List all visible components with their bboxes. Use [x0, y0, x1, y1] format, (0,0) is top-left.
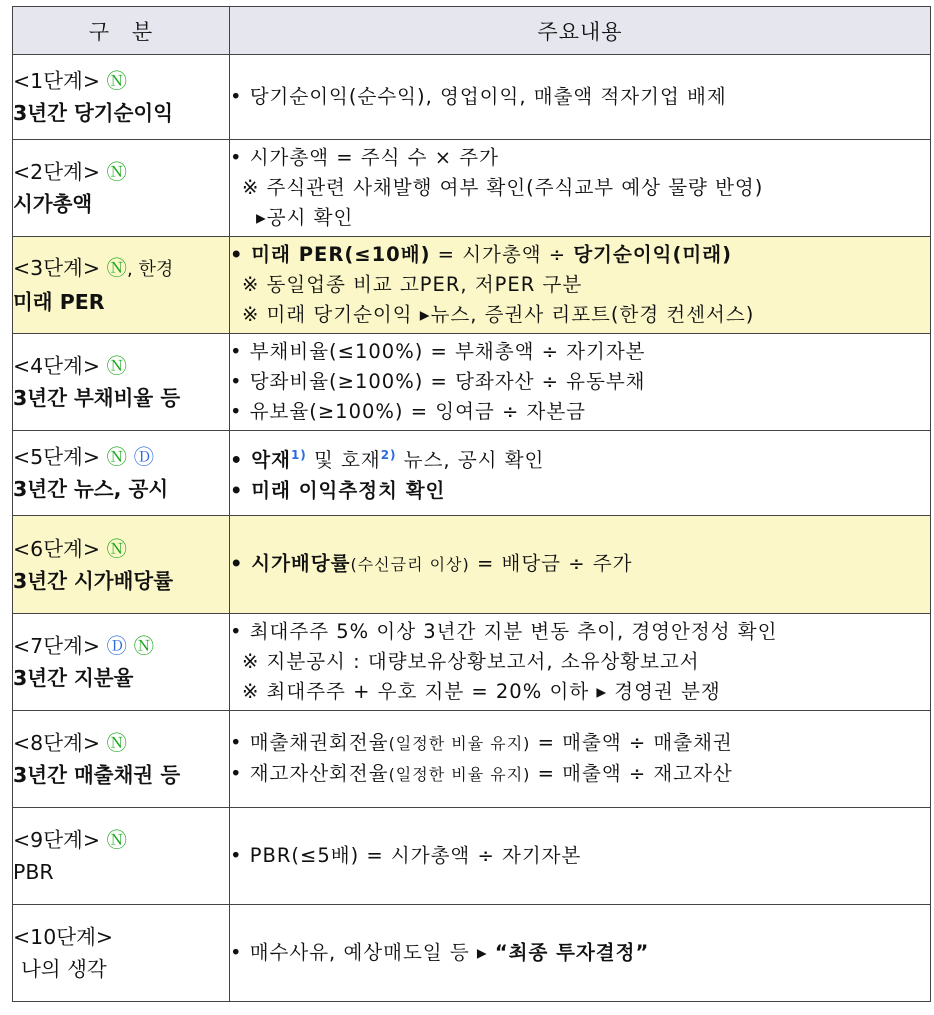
n-mark-icon: Ⓝ: [106, 536, 128, 561]
step-label: <5단계>: [13, 445, 101, 469]
step-cell: [13, 237, 230, 334]
table-row: [13, 516, 931, 614]
table-row: [13, 334, 931, 431]
n-mark-icon: Ⓝ: [106, 256, 128, 280]
content-line: • 당기순이익(순수익), 영업이익, 매출액 적자기업 배제: [230, 85, 727, 108]
step-cell: [13, 55, 230, 140]
content-line: • 미래 PER(≤10배) = 시가총액 ÷ 당기순이익(미래): [230, 243, 732, 266]
step-title: 3년간 뉴스, 공시: [13, 477, 169, 501]
content-cell: [230, 711, 931, 808]
content-cell: [230, 808, 931, 905]
step-title: PBR: [13, 860, 54, 884]
n-mark-icon: Ⓝ: [106, 828, 128, 852]
step-cell: [13, 711, 230, 808]
table-row: [13, 237, 931, 334]
content-cell: [230, 237, 931, 334]
table-row: [13, 711, 931, 808]
step-label: <2단계>: [13, 160, 101, 184]
table-header-row: [13, 7, 931, 55]
step-title: 3년간 부채비율 등: [13, 386, 181, 410]
d-mark-icon: Ⓓ: [133, 445, 155, 469]
content-line: • 매출채권회전율(일정한 비율 유지) = 매출액 ÷ 매출채권: [230, 731, 733, 754]
n-mark-icon: Ⓝ: [133, 634, 155, 658]
table-row: [13, 431, 931, 516]
step-cell: [13, 614, 230, 711]
content-note: ※ 최대주주 + 우호 지분 = 20% 이하 ▸ 경영권 분쟁: [242, 680, 721, 703]
n-mark-icon: Ⓝ: [106, 354, 128, 378]
content-line: • 최대주주 5% 이상 3년간 지분 변동 추이, 경영안정성 확인: [230, 620, 778, 643]
footnote-mark: 2): [380, 448, 397, 463]
footnote-mark: 1): [290, 448, 307, 463]
content-cell: [230, 905, 931, 1002]
step-cell: [13, 905, 230, 1002]
step-title: 3년간 당기순이익: [13, 101, 174, 125]
step-title: 3년간 시가배당률: [13, 568, 174, 593]
content-cell: [230, 334, 931, 431]
step-title: 나의 생각: [21, 957, 107, 981]
content-cell: [230, 140, 931, 237]
step-label: <4단계>: [13, 354, 101, 378]
step-label: <6단계>: [13, 536, 101, 561]
step-title: 미래 PER: [13, 290, 105, 314]
content-cell: [230, 614, 931, 711]
step-label: <8단계>: [13, 731, 101, 755]
step-cell: [13, 140, 230, 237]
step-label: <7단계>: [13, 634, 101, 658]
source-note: , 한경: [127, 259, 174, 280]
content-line: • 당좌비율(≥100%) = 당좌자산 ÷ 유동부채: [230, 370, 646, 393]
content-subnote: ▸공시 확인: [256, 206, 354, 229]
content-line: • 부채비율(≤100%) = 부채총액 ÷ 자기자본: [230, 340, 646, 363]
content-line: • 재고자산회전율(일정한 비율 유지) = 매출액 ÷ 재고자산: [230, 762, 733, 785]
step-title: 3년간 지분율: [13, 666, 134, 690]
step-label: <9단계>: [13, 828, 101, 852]
n-mark-icon: Ⓝ: [106, 445, 128, 469]
table-row: [13, 808, 931, 905]
header-category: 구 분: [13, 7, 230, 55]
step-label: <1단계>: [13, 69, 101, 93]
step-cell: [13, 808, 230, 905]
content-line: • 유보율(≥100%) = 잉여금 ÷ 자본금: [230, 400, 587, 423]
content-line: • 미래 이익추정치 확인: [230, 478, 446, 502]
step-label: <3단계>: [13, 256, 101, 280]
table-row: [13, 140, 931, 237]
n-mark-icon: Ⓝ: [106, 160, 128, 184]
step-title: 시가총액: [13, 192, 93, 216]
content-line: • PBR(≤5배) = 시가총액 ÷ 자기자본: [230, 844, 582, 867]
content-line: • 시가배당률(수신금리 이상) = 배당금 ÷ 주가: [230, 552, 633, 575]
content-note: ※ 주식관련 사채발행 여부 확인(주식교부 예상 물량 반영): [242, 176, 764, 199]
content-cell: [230, 431, 931, 516]
investment-steps-table: [12, 6, 931, 1002]
d-mark-icon: Ⓓ: [106, 634, 128, 658]
content-note: ※ 지분공시 : 대량보유상황보고서, 소유상황보고서: [242, 650, 700, 673]
step-cell: [13, 431, 230, 516]
content-line: • 시가총액 = 주식 수 × 주가: [230, 146, 499, 169]
table-row: [13, 905, 931, 1002]
step-cell: [13, 516, 230, 614]
content-cell: [230, 516, 931, 614]
header-content: 주요내용: [230, 7, 931, 55]
n-mark-icon: Ⓝ: [106, 731, 128, 755]
table-row: [13, 614, 931, 711]
content-note: ※ 미래 당기순이익 ▸뉴스, 증권사 리포트(한경 컨센서스): [242, 303, 755, 326]
step-cell: [13, 334, 230, 431]
table-row: [13, 55, 931, 140]
content-line: • 악재$^{1)}$ 및 호재$^{2)}$ 뉴스, 공시 확인: [230, 448, 545, 472]
n-mark-icon: Ⓝ: [106, 69, 128, 93]
content-line: • 매수사유, 예상매도일 등 ▸ “최종 투자결정”: [230, 941, 650, 964]
step-title: 3년간 매출채권 등: [13, 763, 181, 787]
content-cell: [230, 55, 931, 140]
step-label: <10단계>: [13, 925, 114, 949]
content-note: ※ 동일업종 비교 고PER, 저PER 구분: [242, 273, 583, 296]
